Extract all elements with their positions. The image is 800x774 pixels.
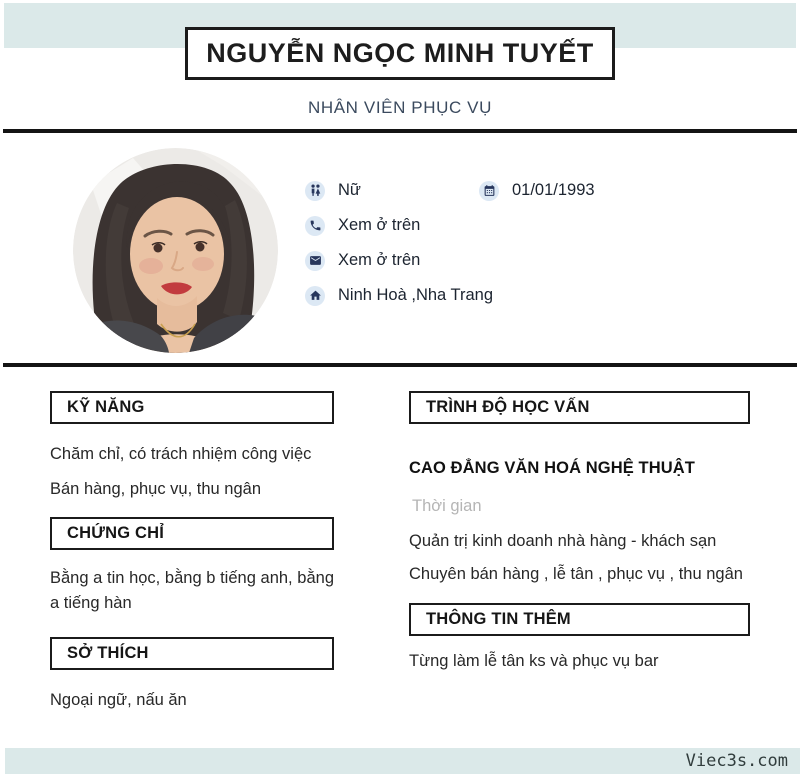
email-value: Xem ở trên — [338, 251, 421, 269]
birthday-value: 01/01/1993 — [512, 181, 595, 199]
candidate-name: NGUYỄN NGỌC MINH TUYẾT — [206, 38, 594, 68]
info-row-phone — [305, 215, 420, 236]
info-row-email — [305, 250, 420, 271]
phone-value: Xem ở trên — [338, 216, 421, 234]
section-additional-title: THÔNG TIN THÊM — [426, 610, 571, 628]
footer-brand: Viec3s.com — [685, 751, 788, 771]
job-title: NHÂN VIÊN PHỤC VỤ — [307, 98, 492, 117]
address-value: Ninh Hoà ,Nha Trang — [338, 286, 494, 304]
divider-middle — [3, 363, 797, 367]
section-certificates-title: CHỨNG CHỈ — [67, 524, 165, 542]
email-icon — [305, 251, 325, 271]
profile-photo — [73, 148, 278, 353]
hobby-item: Ngoại ngữ, nấu ăn — [50, 691, 187, 709]
info-row-address — [305, 285, 493, 306]
section-education-title: TRÌNH ĐỘ HỌC VẤN — [426, 398, 590, 416]
info-row-gender-birthday — [305, 180, 595, 201]
footer-band — [5, 748, 800, 774]
skill-item: Chăm chỉ, có trách nhiệm công việc — [50, 445, 312, 463]
home-icon — [305, 286, 325, 306]
education-description: Chuyên bán hàng , lễ tân , phục vụ , thu ngân — [409, 565, 743, 583]
section-hobbies-title: SỞ THÍCH — [67, 644, 149, 662]
section-skills-title: KỸ NĂNG — [67, 398, 145, 416]
section-certificates-header — [50, 517, 334, 550]
additional-item: Từng làm lễ tân ks và phục vụ bar — [409, 652, 659, 670]
gender-value: Nữ — [338, 181, 361, 199]
gender-field — [305, 181, 466, 201]
certificate-item: Bằng a tin học, bằng b tiếng anh, bằng a tiếng hàn — [50, 569, 334, 612]
profile-photo-illustration — [73, 148, 278, 353]
phone-icon — [305, 216, 325, 236]
section-additional-header — [409, 603, 750, 636]
candidate-name-box — [185, 27, 615, 80]
section-education-header — [409, 391, 750, 424]
education-major: Quản trị kinh doanh nhà hàng - khách sạn — [409, 532, 717, 550]
education-time: Thời gian — [412, 497, 482, 515]
section-skills-header — [50, 391, 334, 424]
section-hobbies-header — [50, 637, 334, 670]
gender-icon — [305, 181, 325, 201]
education-school: CAO ĐẲNG VĂN HOÁ NGHỆ THUẬT — [409, 459, 695, 477]
skill-item: Bán hàng, phục vụ, thu ngân — [50, 480, 262, 498]
calendar-icon — [479, 181, 499, 201]
divider-top — [3, 129, 797, 133]
birthday-field — [479, 181, 595, 201]
